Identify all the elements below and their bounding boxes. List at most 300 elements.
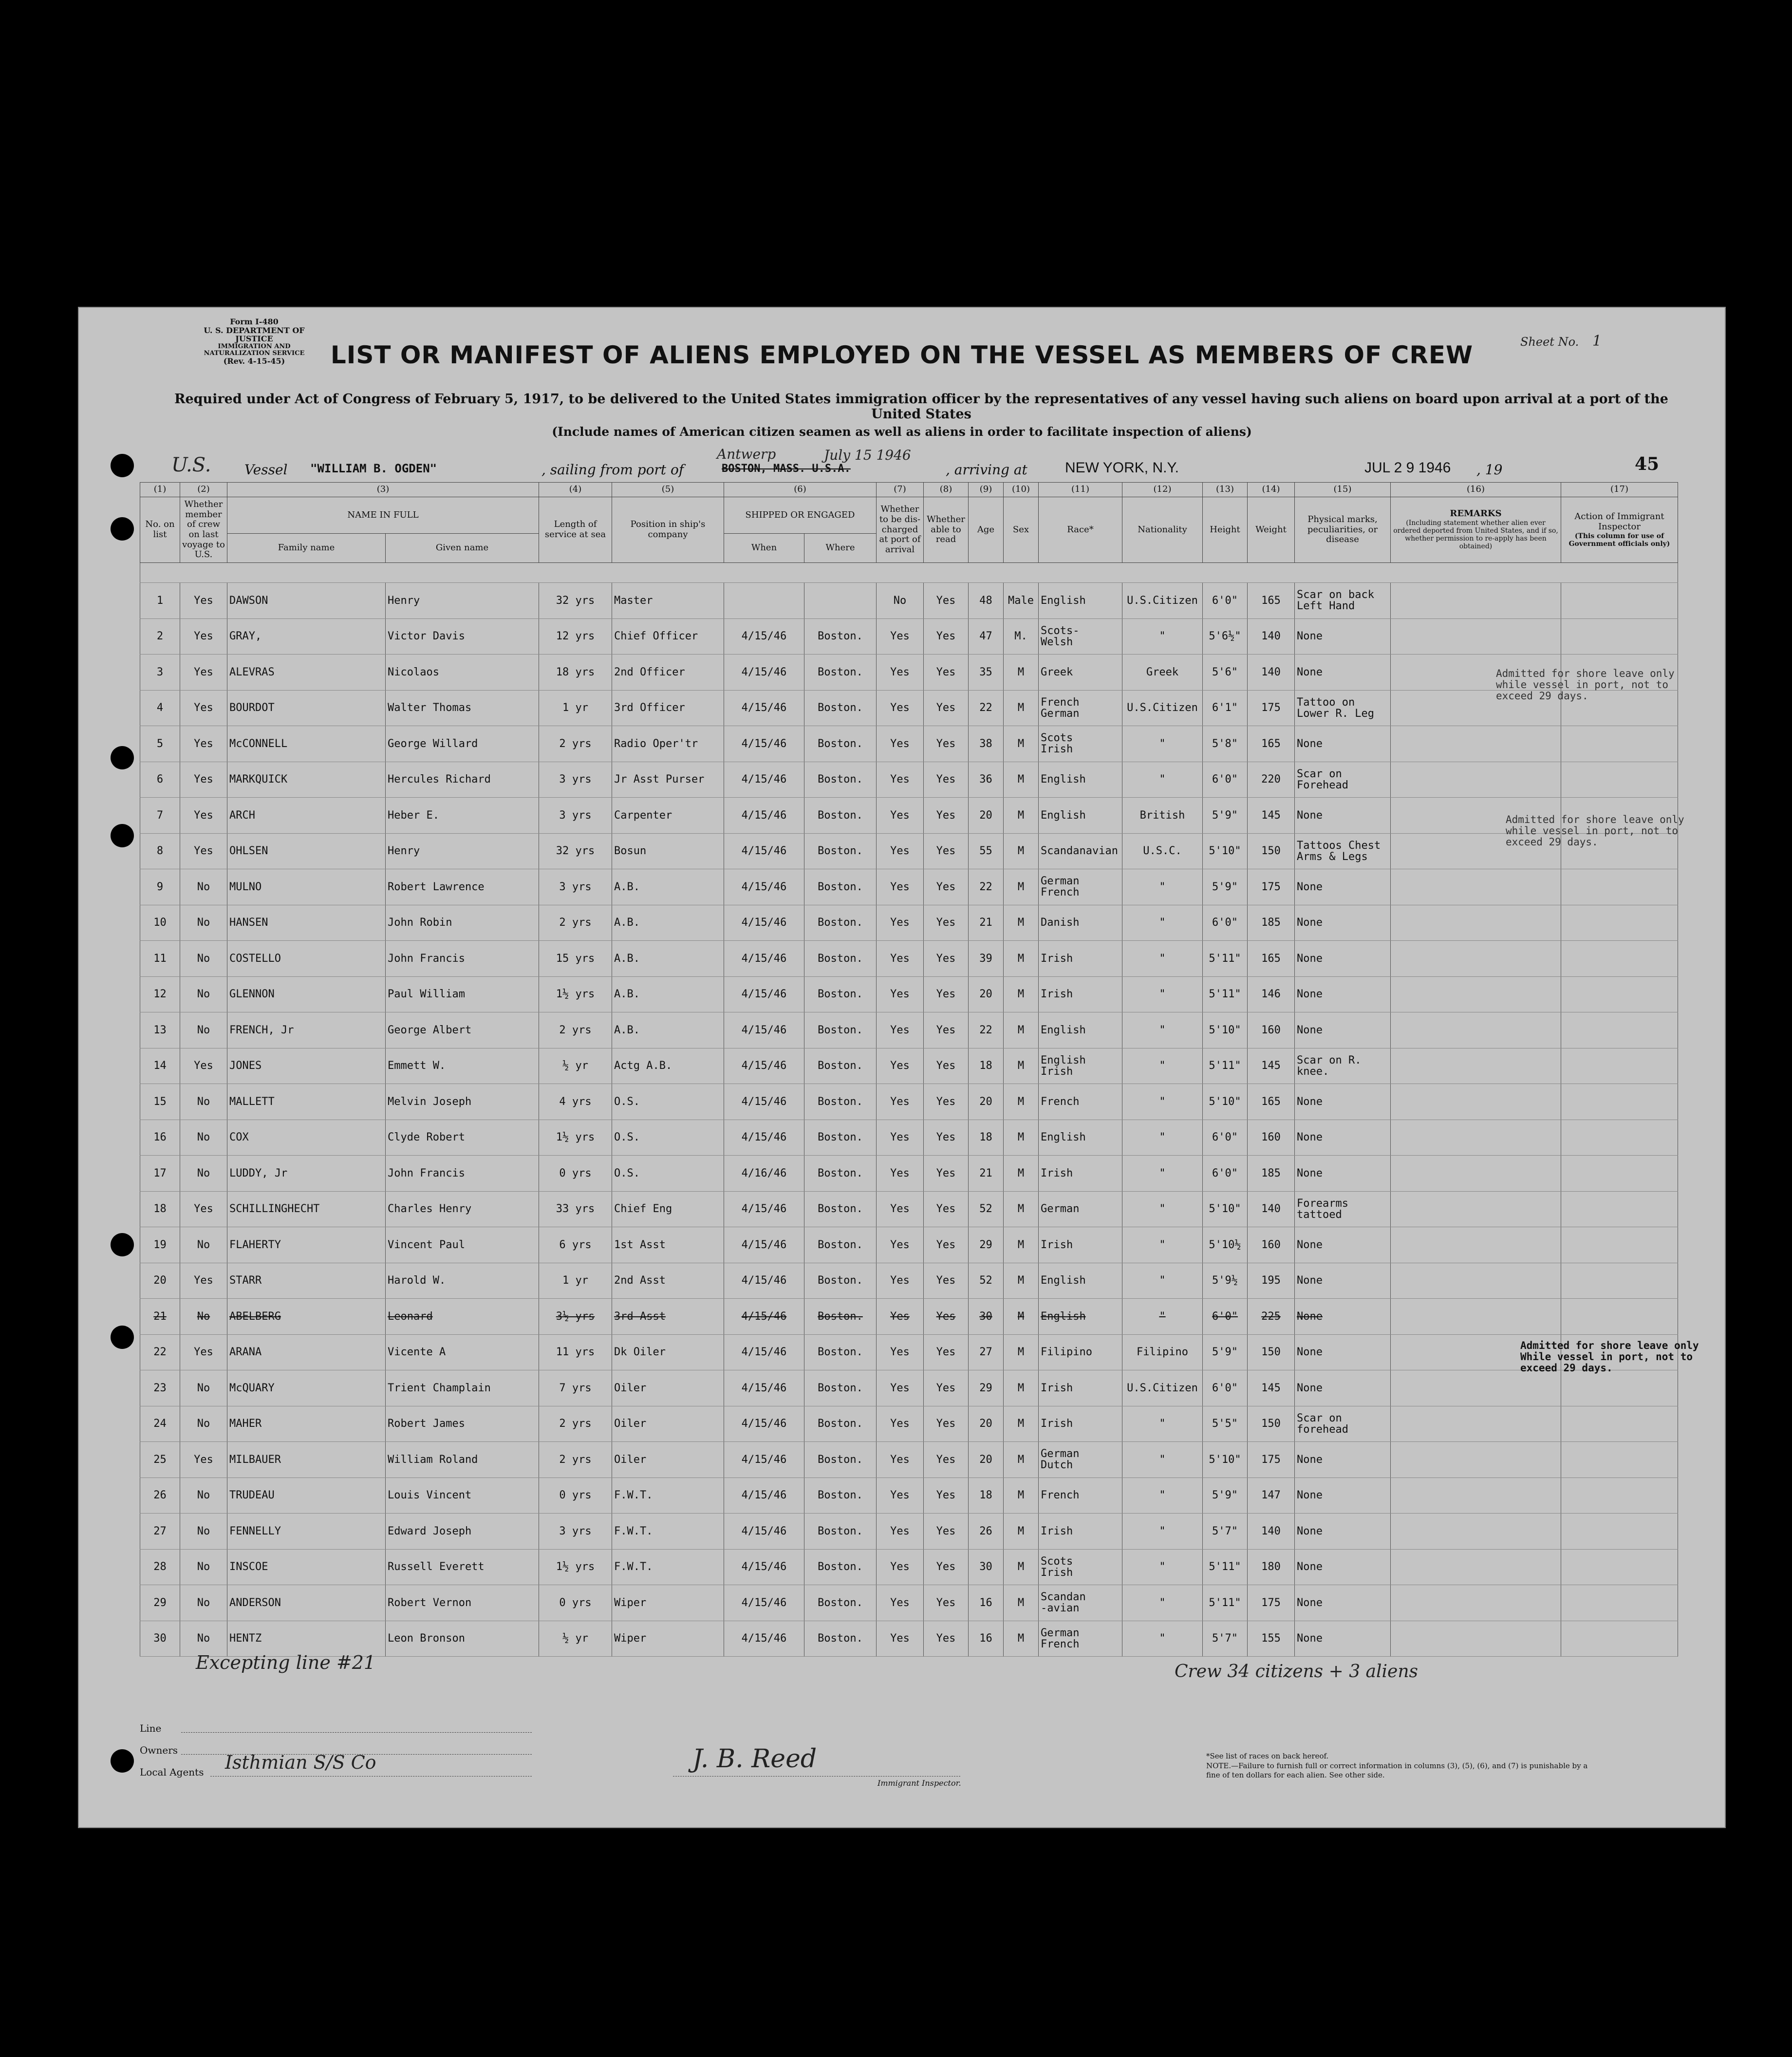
- where-cell: Boston.: [804, 690, 877, 726]
- col-num: (4): [539, 483, 612, 497]
- physical-marks-cell: Scar on back Left Hand: [1295, 583, 1391, 619]
- age-cell: 52: [969, 1191, 1004, 1227]
- height-cell: 5'11": [1203, 1048, 1248, 1084]
- physical-marks-cell: None: [1295, 1084, 1391, 1120]
- sex-cell: M: [1004, 1084, 1039, 1120]
- member-cell: No: [180, 1370, 227, 1406]
- nationality-cell: ": [1122, 726, 1203, 762]
- age-cell: 36: [969, 762, 1004, 798]
- member-cell: No: [180, 1084, 227, 1120]
- col-header-family: Family name: [227, 534, 386, 563]
- discharged-cell: Yes: [877, 1621, 924, 1657]
- sex-cell: M: [1004, 1334, 1039, 1370]
- member-cell: Yes: [180, 726, 227, 762]
- when-cell: 4/15/46: [724, 1263, 804, 1299]
- table-row: [140, 1334, 1678, 1370]
- col-num: (2): [180, 483, 227, 497]
- port-handwritten: Antwerp: [717, 446, 776, 462]
- discharged-cell: Yes: [877, 690, 924, 726]
- physical-marks-cell: None: [1295, 726, 1391, 762]
- height-cell: 6'0": [1203, 1120, 1248, 1156]
- member-cell: No: [180, 1477, 227, 1514]
- member-cell: Yes: [180, 618, 227, 654]
- family-name-cell: MILBAUER: [227, 1442, 386, 1478]
- given-name-cell: Henry: [386, 833, 539, 869]
- table-row: [140, 1156, 1678, 1192]
- read-cell: Yes: [924, 726, 969, 762]
- member-cell: No: [180, 905, 227, 941]
- discharged-cell: Yes: [877, 1156, 924, 1192]
- row-number: 21: [140, 1299, 180, 1335]
- nationality-cell: ": [1122, 976, 1203, 1012]
- given-name-cell: Leon Bronson: [386, 1621, 539, 1657]
- action-cell: [1561, 1191, 1678, 1227]
- height-cell: 5'9": [1203, 869, 1248, 905]
- nationality-cell: Greek: [1122, 654, 1203, 691]
- remarks-cell: [1391, 1120, 1561, 1156]
- remarks-cell: [1391, 1370, 1561, 1406]
- nationality-cell: ": [1122, 905, 1203, 941]
- row-number: 23: [140, 1370, 180, 1406]
- race-cell: English: [1039, 1299, 1122, 1335]
- weight-cell: 175: [1248, 1585, 1295, 1621]
- col-num: (1): [140, 483, 180, 497]
- height-cell: 5'8": [1203, 726, 1248, 762]
- action-cell: [1561, 1084, 1678, 1120]
- sex-cell: M: [1004, 1585, 1039, 1621]
- nationality-cell: ": [1122, 1084, 1203, 1120]
- age-cell: 20: [969, 1084, 1004, 1120]
- sex-cell: M: [1004, 941, 1039, 977]
- inspector-label: Immigrant Inspector.: [877, 1778, 961, 1788]
- service-cell: 32 yrs: [539, 583, 612, 619]
- remark-stamp-row22: Admitted for shore leave only While vessel in port, not to exceed 29 days.: [1520, 1340, 1699, 1374]
- row-number: 15: [140, 1084, 180, 1120]
- col-header-given: Given name: [386, 534, 539, 563]
- family-name-cell: MARKQUICK: [227, 762, 386, 798]
- position-cell: Radio Oper'tr: [612, 726, 724, 762]
- form-number: Form I-480: [230, 317, 279, 326]
- sex-cell: M: [1004, 1549, 1039, 1585]
- col-num: (15): [1295, 483, 1391, 497]
- discharged-cell: Yes: [877, 1299, 924, 1335]
- sex-cell: M: [1004, 1120, 1039, 1156]
- weight-cell: 140: [1248, 1514, 1295, 1550]
- inspector-signature: J. B. Reed: [692, 1744, 817, 1774]
- action-cell: [1561, 1549, 1678, 1585]
- given-name-cell: Melvin Joseph: [386, 1084, 539, 1120]
- sex-cell: M: [1004, 654, 1039, 691]
- nationality-cell: ": [1122, 1442, 1203, 1478]
- form-revision: (Rev. 4-15-45): [223, 356, 285, 366]
- page-subtitle: Required under Act of Congress of February 5, 1917, to be delivered to the United States immigration officer by the representatives of any vessel having such aliens on board upon arrival at a port of the United States: [174, 392, 1668, 422]
- age-cell: 29: [969, 1227, 1004, 1263]
- discharged-cell: Yes: [877, 1084, 924, 1120]
- row-number: 20: [140, 1263, 180, 1299]
- where-cell: Boston.: [804, 654, 877, 691]
- age-cell: 21: [969, 905, 1004, 941]
- where-cell: [804, 583, 877, 619]
- when-cell: 4/15/46: [724, 1120, 804, 1156]
- col-header-nationality: Nationality: [1122, 497, 1203, 563]
- family-name-cell: OHLSEN: [227, 833, 386, 869]
- race-cell: Irish: [1039, 1370, 1122, 1406]
- row-number: 9: [140, 869, 180, 905]
- position-cell: A.B.: [612, 905, 724, 941]
- nationality-cell: ": [1122, 1549, 1203, 1585]
- age-cell: 30: [969, 1549, 1004, 1585]
- read-cell: Yes: [924, 1191, 969, 1227]
- given-name-cell: Harold W.: [386, 1263, 539, 1299]
- col-header-discharged: Whether to be dis-charged at port of arrival: [877, 497, 924, 563]
- age-cell: 21: [969, 1156, 1004, 1192]
- where-cell: Boston.: [804, 762, 877, 798]
- col-num: (17): [1561, 483, 1678, 497]
- physical-marks-cell: None: [1295, 1299, 1391, 1335]
- age-cell: 48: [969, 583, 1004, 619]
- remarks-cell: [1391, 762, 1561, 798]
- when-cell: 4/15/46: [724, 1048, 804, 1084]
- weight-cell: 175: [1248, 1442, 1295, 1478]
- handwritten-exception: Excepting line #21: [196, 1652, 376, 1673]
- position-cell: Wiper: [612, 1621, 724, 1657]
- table-row: [140, 869, 1678, 905]
- position-cell: Oiler: [612, 1370, 724, 1406]
- read-cell: Yes: [924, 583, 969, 619]
- member-cell: Yes: [180, 583, 227, 619]
- family-name-cell: GRAY,: [227, 618, 386, 654]
- read-cell: Yes: [924, 1514, 969, 1550]
- height-cell: 5'11": [1203, 1549, 1248, 1585]
- height-cell: 6'0": [1203, 1299, 1248, 1335]
- action-cell: [1561, 583, 1678, 619]
- weight-cell: 147: [1248, 1477, 1295, 1514]
- table-row: [140, 583, 1678, 619]
- given-name-cell: John Francis: [386, 1156, 539, 1192]
- physical-marks-cell: None: [1295, 1442, 1391, 1478]
- when-cell: 4/15/46: [724, 1227, 804, 1263]
- read-cell: Yes: [924, 1227, 969, 1263]
- service-cell: 33 yrs: [539, 1191, 612, 1227]
- table-row: [140, 1227, 1678, 1263]
- sex-cell: M: [1004, 976, 1039, 1012]
- table-row: [140, 976, 1678, 1012]
- position-cell: Master: [612, 583, 724, 619]
- age-cell: 26: [969, 1514, 1004, 1550]
- family-name-cell: ANDERSON: [227, 1585, 386, 1621]
- action-cell: [1561, 762, 1678, 798]
- discharged-cell: Yes: [877, 976, 924, 1012]
- age-cell: 22: [969, 1012, 1004, 1048]
- age-cell: 47: [969, 618, 1004, 654]
- col-num: (9): [969, 483, 1004, 497]
- given-name-cell: William Roland: [386, 1442, 539, 1478]
- height-cell: 5'9": [1203, 1477, 1248, 1514]
- weight-cell: 150: [1248, 833, 1295, 869]
- given-name-cell: George Willard: [386, 726, 539, 762]
- position-cell: F.W.T.: [612, 1514, 724, 1550]
- handwritten-local-agent: Isthmian S/S Co: [225, 1752, 376, 1773]
- table-row: [140, 798, 1678, 834]
- year-label: , 19: [1476, 462, 1503, 478]
- race-cell: German French: [1039, 869, 1122, 905]
- discharged-cell: Yes: [877, 1477, 924, 1514]
- row-number: 7: [140, 798, 180, 834]
- position-cell: 2nd Asst: [612, 1263, 724, 1299]
- family-name-cell: COX: [227, 1120, 386, 1156]
- height-cell: 5'10": [1203, 1012, 1248, 1048]
- when-cell: 4/15/46: [724, 798, 804, 834]
- action-cell: [1561, 1585, 1678, 1621]
- member-cell: Yes: [180, 798, 227, 834]
- remarks-cell: [1391, 1048, 1561, 1084]
- service-cell: 2 yrs: [539, 1012, 612, 1048]
- sheet-number: 1: [1592, 333, 1602, 350]
- where-cell: Boston.: [804, 1442, 877, 1478]
- footer-note-fine: NOTE.—Failure to furnish full or correct information in columns (3), (5), (6), and (7) is punishable by a fine of ten dollars for each alien. See other side.: [1206, 1761, 1588, 1779]
- action-cell: [1561, 1514, 1678, 1550]
- when-cell: [724, 583, 804, 619]
- member-cell: No: [180, 1621, 227, 1657]
- discharged-cell: Yes: [877, 1370, 924, 1406]
- table-row: [140, 726, 1678, 762]
- service-cell: 1½ yrs: [539, 1549, 612, 1585]
- race-cell: German: [1039, 1191, 1122, 1227]
- family-name-cell: STARR: [227, 1263, 386, 1299]
- col-header-service: Length of service at sea: [539, 497, 612, 563]
- when-cell: 4/15/46: [724, 941, 804, 977]
- when-cell: 4/15/46: [724, 1084, 804, 1120]
- weight-cell: 165: [1248, 583, 1295, 619]
- read-cell: Yes: [924, 1299, 969, 1335]
- weight-cell: 140: [1248, 1191, 1295, 1227]
- remarks-cell: [1391, 583, 1561, 619]
- row-number: 11: [140, 941, 180, 977]
- nationality-cell: ": [1122, 1263, 1203, 1299]
- remarks-cell: [1391, 618, 1561, 654]
- col-header-when: When: [724, 534, 804, 563]
- nationality-cell: U.S.Citizen: [1122, 1370, 1203, 1406]
- read-cell: Yes: [924, 762, 969, 798]
- discharged-cell: Yes: [877, 762, 924, 798]
- col-num: (10): [1004, 483, 1039, 497]
- height-cell: 6'1": [1203, 690, 1248, 726]
- row-number: 6: [140, 762, 180, 798]
- service-cell: 32 yrs: [539, 833, 612, 869]
- discharged-cell: Yes: [877, 905, 924, 941]
- row-number: 29: [140, 1585, 180, 1621]
- remarks-cell: [1391, 1227, 1561, 1263]
- race-cell: Irish: [1039, 941, 1122, 977]
- service-cell: 3 yrs: [539, 1514, 612, 1550]
- family-name-cell: SCHILLINGHECHT: [227, 1191, 386, 1227]
- height-cell: 6'0": [1203, 905, 1248, 941]
- col-header-weight: Weight: [1248, 497, 1295, 563]
- family-name-cell: MULNO: [227, 869, 386, 905]
- position-cell: Oiler: [612, 1406, 724, 1442]
- where-cell: Boston.: [804, 1621, 877, 1657]
- table-row: [140, 1406, 1678, 1442]
- nationality-cell: ": [1122, 1477, 1203, 1514]
- sex-cell: M: [1004, 1191, 1039, 1227]
- read-cell: Yes: [924, 1120, 969, 1156]
- physical-marks-cell: None: [1295, 869, 1391, 905]
- given-name-cell: Leonard: [386, 1299, 539, 1335]
- remarks-cell: [1391, 1477, 1561, 1514]
- arrival-date: JUL 2 9 1946: [1364, 460, 1451, 476]
- weight-cell: 220: [1248, 762, 1295, 798]
- physical-marks-cell: None: [1295, 1585, 1391, 1621]
- where-cell: Boston.: [804, 726, 877, 762]
- race-cell: German Dutch: [1039, 1442, 1122, 1478]
- when-cell: 4/15/46: [724, 869, 804, 905]
- height-cell: 5'9": [1203, 798, 1248, 834]
- physical-marks-cell: Tattoo on Lower R. Leg: [1295, 690, 1391, 726]
- table-row: [140, 1263, 1678, 1299]
- read-cell: Yes: [924, 1370, 969, 1406]
- nationality-cell: ": [1122, 1621, 1203, 1657]
- remarks-note: (Including statement whether alien ever ordered deported from United States, and if so, whether permission to re-apply has been obtained): [1393, 519, 1558, 551]
- column-number-row: [140, 483, 1678, 497]
- col-num: (5): [612, 483, 724, 497]
- position-cell: A.B.: [612, 976, 724, 1012]
- action-cell: [1561, 941, 1678, 977]
- race-cell: English: [1039, 1263, 1122, 1299]
- discharged-cell: Yes: [877, 1048, 924, 1084]
- position-cell: O.S.: [612, 1084, 724, 1120]
- race-cell: French German: [1039, 690, 1122, 726]
- race-cell: Irish: [1039, 976, 1122, 1012]
- position-cell: O.S.: [612, 1156, 724, 1192]
- race-cell: English: [1039, 1012, 1122, 1048]
- col-header-action: [1561, 497, 1678, 563]
- row-number: 8: [140, 833, 180, 869]
- nationality-cell: ": [1122, 1514, 1203, 1550]
- row-number: 5: [140, 726, 180, 762]
- col-num: (13): [1203, 483, 1248, 497]
- given-name-cell: Robert Lawrence: [386, 869, 539, 905]
- physical-marks-cell: None: [1295, 1334, 1391, 1370]
- physical-marks-cell: None: [1295, 798, 1391, 834]
- nationality-cell: ": [1122, 1585, 1203, 1621]
- race-cell: Irish: [1039, 1227, 1122, 1263]
- age-cell: 55: [969, 833, 1004, 869]
- age-cell: 29: [969, 1370, 1004, 1406]
- punch-hole: [111, 517, 134, 541]
- service-cell: 0 yrs: [539, 1477, 612, 1514]
- discharged-cell: Yes: [877, 798, 924, 834]
- service-cell: 6 yrs: [539, 1227, 612, 1263]
- table-row: [140, 1514, 1678, 1550]
- service-cell: 3½ yrs: [539, 1299, 612, 1335]
- discharged-cell: Yes: [877, 726, 924, 762]
- remarks-title: REMARKS: [1450, 508, 1502, 519]
- family-name-cell: FLAHERTY: [227, 1227, 386, 1263]
- physical-marks-cell: None: [1295, 654, 1391, 691]
- action-cell: [1561, 1263, 1678, 1299]
- table-row: [140, 1012, 1678, 1048]
- row-number: 4: [140, 690, 180, 726]
- family-name-cell: ALEVRAS: [227, 654, 386, 691]
- weight-cell: 165: [1248, 1084, 1295, 1120]
- remarks-cell: [1391, 1442, 1561, 1478]
- when-cell: 4/15/46: [724, 1514, 804, 1550]
- height-cell: 6'0": [1203, 1156, 1248, 1192]
- service-cell: 12 yrs: [539, 618, 612, 654]
- discharged-cell: Yes: [877, 941, 924, 977]
- read-cell: Yes: [924, 690, 969, 726]
- weight-cell: 195: [1248, 1263, 1295, 1299]
- service-cell: 18 yrs: [539, 654, 612, 691]
- race-cell: Danish: [1039, 905, 1122, 941]
- where-cell: Boston.: [804, 1334, 877, 1370]
- service-cell: 2 yrs: [539, 726, 612, 762]
- family-name-cell: GLENNON: [227, 976, 386, 1012]
- family-name-cell: ABELBERG: [227, 1299, 386, 1335]
- sex-cell: M: [1004, 1621, 1039, 1657]
- read-cell: Yes: [924, 1263, 969, 1299]
- remarks-cell: [1391, 1263, 1561, 1299]
- age-cell: 27: [969, 1334, 1004, 1370]
- given-name-cell: Edward Joseph: [386, 1514, 539, 1550]
- height-cell: 5'5": [1203, 1406, 1248, 1442]
- given-name-cell: Charles Henry: [386, 1191, 539, 1227]
- family-name-cell: COSTELLO: [227, 941, 386, 977]
- remarks-cell: [1391, 1012, 1561, 1048]
- read-cell: Yes: [924, 654, 969, 691]
- age-cell: 16: [969, 1621, 1004, 1657]
- weight-cell: 145: [1248, 1370, 1295, 1406]
- age-cell: 18: [969, 1120, 1004, 1156]
- member-cell: Yes: [180, 1442, 227, 1478]
- given-name-cell: Hercules Richard: [386, 762, 539, 798]
- member-cell: Yes: [180, 1191, 227, 1227]
- given-name-cell: John Francis: [386, 941, 539, 977]
- family-name-cell: MALLETT: [227, 1084, 386, 1120]
- sex-cell: M: [1004, 1227, 1039, 1263]
- remarks-cell: [1391, 941, 1561, 977]
- member-cell: Yes: [180, 1334, 227, 1370]
- when-cell: 4/15/46: [724, 833, 804, 869]
- remarks-cell: [1391, 976, 1561, 1012]
- form-service: IMMIGRATION AND NATURALIZATION SERVICE: [204, 342, 305, 357]
- position-cell: Oiler: [612, 1442, 724, 1478]
- sex-cell: M: [1004, 690, 1039, 726]
- position-cell: Bosun: [612, 833, 724, 869]
- where-cell: Boston.: [804, 976, 877, 1012]
- where-cell: Boston.: [804, 1477, 877, 1514]
- where-cell: Boston.: [804, 1299, 877, 1335]
- read-cell: Yes: [924, 1585, 969, 1621]
- row-number: 10: [140, 905, 180, 941]
- read-cell: Yes: [924, 1156, 969, 1192]
- weight-cell: 160: [1248, 1012, 1295, 1048]
- member-cell: Yes: [180, 1263, 227, 1299]
- nationality-cell: ": [1122, 1191, 1203, 1227]
- row-number: 24: [140, 1406, 180, 1442]
- weight-cell: 145: [1248, 798, 1295, 834]
- physical-marks-cell: None: [1295, 1263, 1391, 1299]
- physical-marks-cell: None: [1295, 1156, 1391, 1192]
- punch-hole: [111, 824, 134, 847]
- sex-cell: M: [1004, 1156, 1039, 1192]
- service-cell: ½ yr: [539, 1621, 612, 1657]
- table-row: [140, 618, 1678, 654]
- age-cell: 20: [969, 1406, 1004, 1442]
- header-row-1: [140, 497, 1678, 534]
- weight-cell: 185: [1248, 1156, 1295, 1192]
- read-cell: Yes: [924, 1477, 969, 1514]
